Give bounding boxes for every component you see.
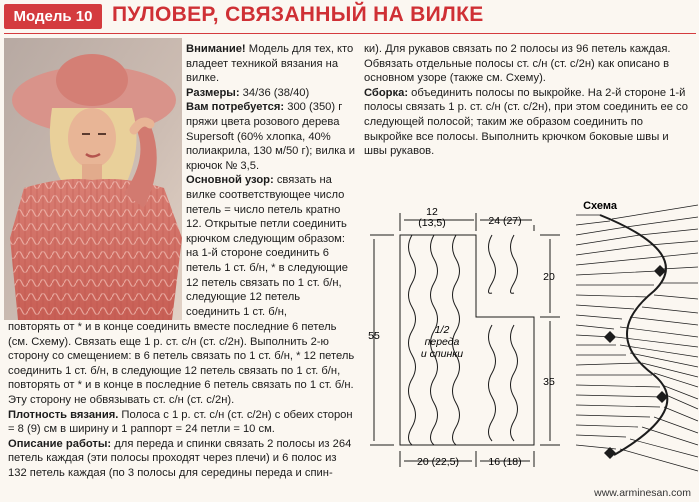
- piece-label-2: переда: [424, 336, 460, 348]
- scheme-title: Схема: [583, 200, 617, 212]
- scheme-markers: [604, 265, 668, 459]
- density-label: Плотность вязания.: [8, 408, 119, 421]
- dim-neck-alt: (13,5): [418, 217, 446, 229]
- sizes-text: 34/36 (38/40): [239, 86, 310, 99]
- pattern-text: связать на вилке соответствующее число петель = число петель кратно 12. Открытые петли соединить крючком следующим образом: на 1-й стороне соединить 6 петель 1 ст. б/н, * в следующие 12 петель связать по 1 ст. б/н, следующие 12 петель соединить 1 ст. б/н,: [186, 174, 348, 318]
- diagrams-area: [364, 195, 699, 485]
- dim-neck: 12: [426, 206, 438, 218]
- piece-label-1: 1/2: [434, 324, 450, 336]
- materials-label: Вам потребуется:: [186, 101, 285, 114]
- piece-label-3: и спинки: [420, 348, 464, 360]
- dim-bottom-front: 20 (22,5): [416, 456, 460, 468]
- assembly-column: [364, 42, 694, 159]
- source-url: www.arminesan.com: [594, 487, 691, 499]
- model-photo: [4, 38, 182, 320]
- attention-text: Модель для тех, кто владеет техникой вязания на вилке.: [186, 43, 354, 85]
- pattern-label: Основной узор:: [186, 174, 274, 187]
- instructions-column: [8, 320, 356, 481]
- dim-bottom-side: 16 (18): [488, 456, 522, 468]
- pattern-continuation: повторять от * и в конце соединить вместе последние 6 петель (см. Схему). Связать еще 1 р. ст. с/н (ст. с/2н). Выполнить 2-ю сторону со смещением: в 6 петель связать по 1 ст. б/н, * 12 петель соединить 1 ст. б/н, в следующие 12 петель связать по 1 ст. б/н, повторять от * и в конце в последние 6 петель связать по 1 ст. б/н. Эту сторону не обвязывать ст. с/н (ст. с/2н).: [8, 321, 355, 406]
- work-label: Описание работы:: [8, 437, 112, 450]
- model-photo-illustration: [4, 38, 182, 320]
- assembly-text: объединить полосы по выкройке. На 2-й стороне 1-й полосы связать 1 р. ст. с/н (ст. с/2н), при этом соединить ее со следующей полосой; таким же образом соединить по выкройке все полосы. Выполнить крючком боковые швы и швы рукавов.: [364, 86, 688, 158]
- header: [0, 0, 699, 34]
- dim-side: 35: [543, 376, 555, 388]
- page-title: ПУЛОВЕР, СВЯЗАННЫЙ НА ВИЛКЕ: [112, 3, 484, 26]
- header-divider: [4, 33, 696, 34]
- stitch-scheme: [576, 205, 698, 471]
- materials-text: 300 (350) г пряжи цвета розового дерева Supersoft (60% хлопка, 40% полиакрила, 130 м/50 г); вилка и крючок № 3,5.: [186, 101, 355, 172]
- dim-shoulder: 24 (27): [488, 215, 522, 227]
- assembly-label: Сборка:: [364, 86, 409, 99]
- dim-length: 55: [368, 330, 380, 342]
- garment-pattern-diagram: [364, 195, 699, 485]
- intro-column: [186, 42, 356, 319]
- sleeves-text: ки). Для рукавов связать по 2 полосы из 96 петель каждая. Обвязать отдельные полосы ст. с/н (ст. с/2н) как описано в основном узоре (также см. Схему).: [364, 43, 671, 85]
- attention-label: Внимание!: [186, 43, 246, 55]
- work-text: для переда и спинки связать 2 полосы из 264 петель каждая (эти полосы проходят через плечи) и 6 полос из 132 петель каждая (по 3 полосы для середины переда и спин-: [8, 437, 352, 479]
- sizes-label: Размеры:: [186, 86, 240, 99]
- dim-armhole: 20: [543, 271, 555, 283]
- density-text: Полоса с 1 р. ст. с/н (ст. с/2н) с обеих сторон = 8 (9) см в ширину и 1 раппорт = 24 петли = 10 см.: [8, 408, 353, 436]
- pattern-outline: [370, 213, 560, 467]
- model-badge: Модель 10: [4, 4, 102, 29]
